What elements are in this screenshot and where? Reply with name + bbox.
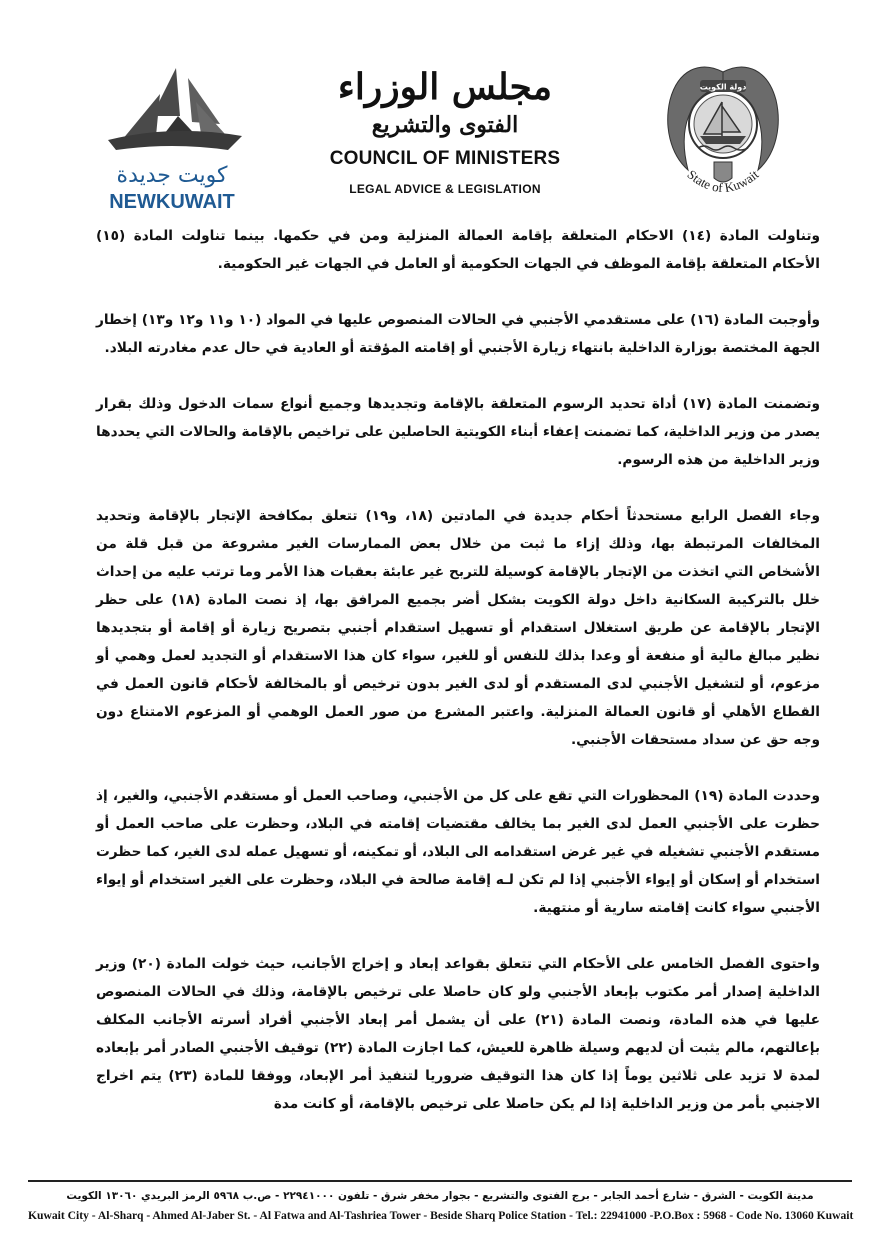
paragraph-article-16: وأوجبت المادة (١٦) على مستقدمي الأجنبي في الحالات المنصوص عليها في المواد (١٠ و١١ و١٢ و١٣) إخطار الجهة المختصة بوزارة الداخلية بانتهاء زيارة الأجنبي أو إقامته المؤقتة أو العادية في حال عدم مغادرته البلاد.: [96, 312, 821, 356]
paragraph-chapter-5: واحتوى الفصل الخامس على الأحكام التي تتعلق بقواعد إبعاد و إخراج الأجانب، حيث خولت المادة (٢٠) وزير الداخلية إصدار أمر مكتوب بإبعاد الأجنبي ولو كان حاصلا على ترخيص بالإقامة، وذلك في الحالات المنصوص عليها في هذه المادة، ونصت المادة (٢١) على أن يشمل أمر إبعاد الأجنبي أفراد أسرته الأجانب المكلف بإعالتهم، مالم يثبت أن لديهم وسيلة ظاهرة للعيش، كما اجازت المادة (٢٢) توقيف الأجنبي الصادر أمر بإبعاده لمدة لا تزيد على ثلاثين يوماً إذا كان هذا التوقيف ضروريا لتنفيذ أمر الإبعاد، ووفقا للمادة (٢٣) يتم اخراج الاجنبي بأمر من وزير الداخلية إذا لم يكن حاصلا على ترخيص بالإقامة، أو كانت مدة: [96, 956, 821, 1112]
department-title-ar: الفتوى والتشريع: [371, 112, 519, 138]
footer-divider: [28, 1180, 852, 1182]
council-title-ar: مجلس الوزراء: [337, 66, 553, 108]
emblem-ribbon-text: دولة الكويت: [699, 82, 747, 92]
kuwait-emblem-icon: [660, 50, 786, 218]
new-kuwait-text-en: NEWKUWAIT: [109, 191, 235, 213]
emblem-label-en: State of Kuwait: [684, 166, 762, 196]
paragraph-article-19: وحددت المادة (١٩) المحظورات التي تقع على كل من الأجنبي، وصاحب العمل أو مستقدم الأجنبي، والغير، إذ حظرت على الأجنبي العمل لدى الغير بما يخالف مقتضيات إقامته في البلاد، وحظرت على صاحب العمل أو مستقدم الأجنبي تشغيله في غير غرض استقدامه الى البلاد، أو تمكينه، أو تسهيل عمله لدى الغير، كما حظرت استخدام أو إسكان أو إيواء الأجنبي إذا لم تكن لـه إقامة صالحة في البلاد، وحظرت على الغير استخدام أو إيواء الأجنبي سواء كانت إقامته سارية أو منتهية.: [96, 788, 820, 916]
department-title-en: LEGAL ADVICE & LEGISLATION: [349, 182, 541, 196]
new-kuwait-logo-icon: [92, 66, 252, 216]
footer-address-en: Kuwait City - Al-Sharq - Ahmed Al-Jaber St. - Al Fatwa and Al-Tashriea Tower - Beside Sharq Police Station - Tel.: 22941000 -P.O.Box : 5968 - Code No. 13060 Kuwait: [28, 1209, 854, 1222]
paragraph-article-14-15: وتناولت المادة (١٤) الاحكام المتعلقة بإقامة العمالة المنزلية ومن في حكمها. بينما تناولت المادة (١٥) الأحكام المتعلقة بإقامة الموظف في الجهات الحكومية أو العامل في الجهات غير الحكومية.: [96, 228, 820, 272]
paragraph-article-17: وتضمنت المادة (١٧) أداة تحديد الرسوم المتعلقة بالإقامة وتجديدها وجميع أنواع سمات الدخول وذلك بقرار يصدر من وزير الداخلية، كما تضمنت إعفاء أبناء الكويتية الحاصلين على تراخيص بالإقامة والحالات التي يحددها وزير الداخلية من هذه الرسوم.: [96, 396, 820, 468]
paragraph-chapter-4: وجاء الفصل الرابع مستحدثاً أحكام جديدة في المادتين (١٨، و١٩) تتعلق بمكافحة الإتجار بالإقامة وتحديد المخالفات المرتبطة بها، وذلك إزاء ما ثبت من خلال بعض الممارسات الغير مشروعة من قبل قلة من الأشخاص التي اتخذت من الإتجار بالإقامة كوسيلة للتربح غير عابئة بعقبات هذا الأمر وما ترتب عليه من إحداث خلل بالتركيبة السكانية داخل دولة الكويت بشكل أضر بجميع المرافق بها، إذ نصت المادة (١٨) على حظر الإتجار بالإقامة عن طريق استغلال استقدام أو تسهيل استقدام أجنبي بتصريح زيارة أو إقامة أو بتجديدها نظير مبالغ مالية أو منفعة أو وعدا بذلك للنفس أو للغير، سواء كان هذا الاستقدام أو التجديد لعمل وهمي أو مزعوم، أو لتشغيل الأجنبي لدى المستقدم أو لدى الغير بدون ترخيص أو بالمخالفة لأحكام قانون العمل في القطاع الأهلي أو قانون العمالة المنزلية. واعتبر المشرع من صور العمل الوهمي أو المزعوم الامتناع دون وجه حق عن سداد مستحقات الأجنبي.: [96, 508, 820, 748]
new-kuwait-text-ar: كويت جديدة: [116, 163, 228, 188]
council-title-en: COUNCIL OF MINISTERS: [329, 148, 561, 169]
document-body: [96, 222, 820, 1146]
footer-address-ar: مدينة الكويت - الشرق - شارع أحمد الجابر - برج الفتوى والتشريع - بجوار مخفر شرق - تلفون ٢٢٩٤١٠٠٠ - ص.ب ٥٩٦٨ الرمز البريدي ١٣٠٦٠ الكويت: [66, 1190, 814, 1202]
letterhead: [300, 66, 590, 198]
